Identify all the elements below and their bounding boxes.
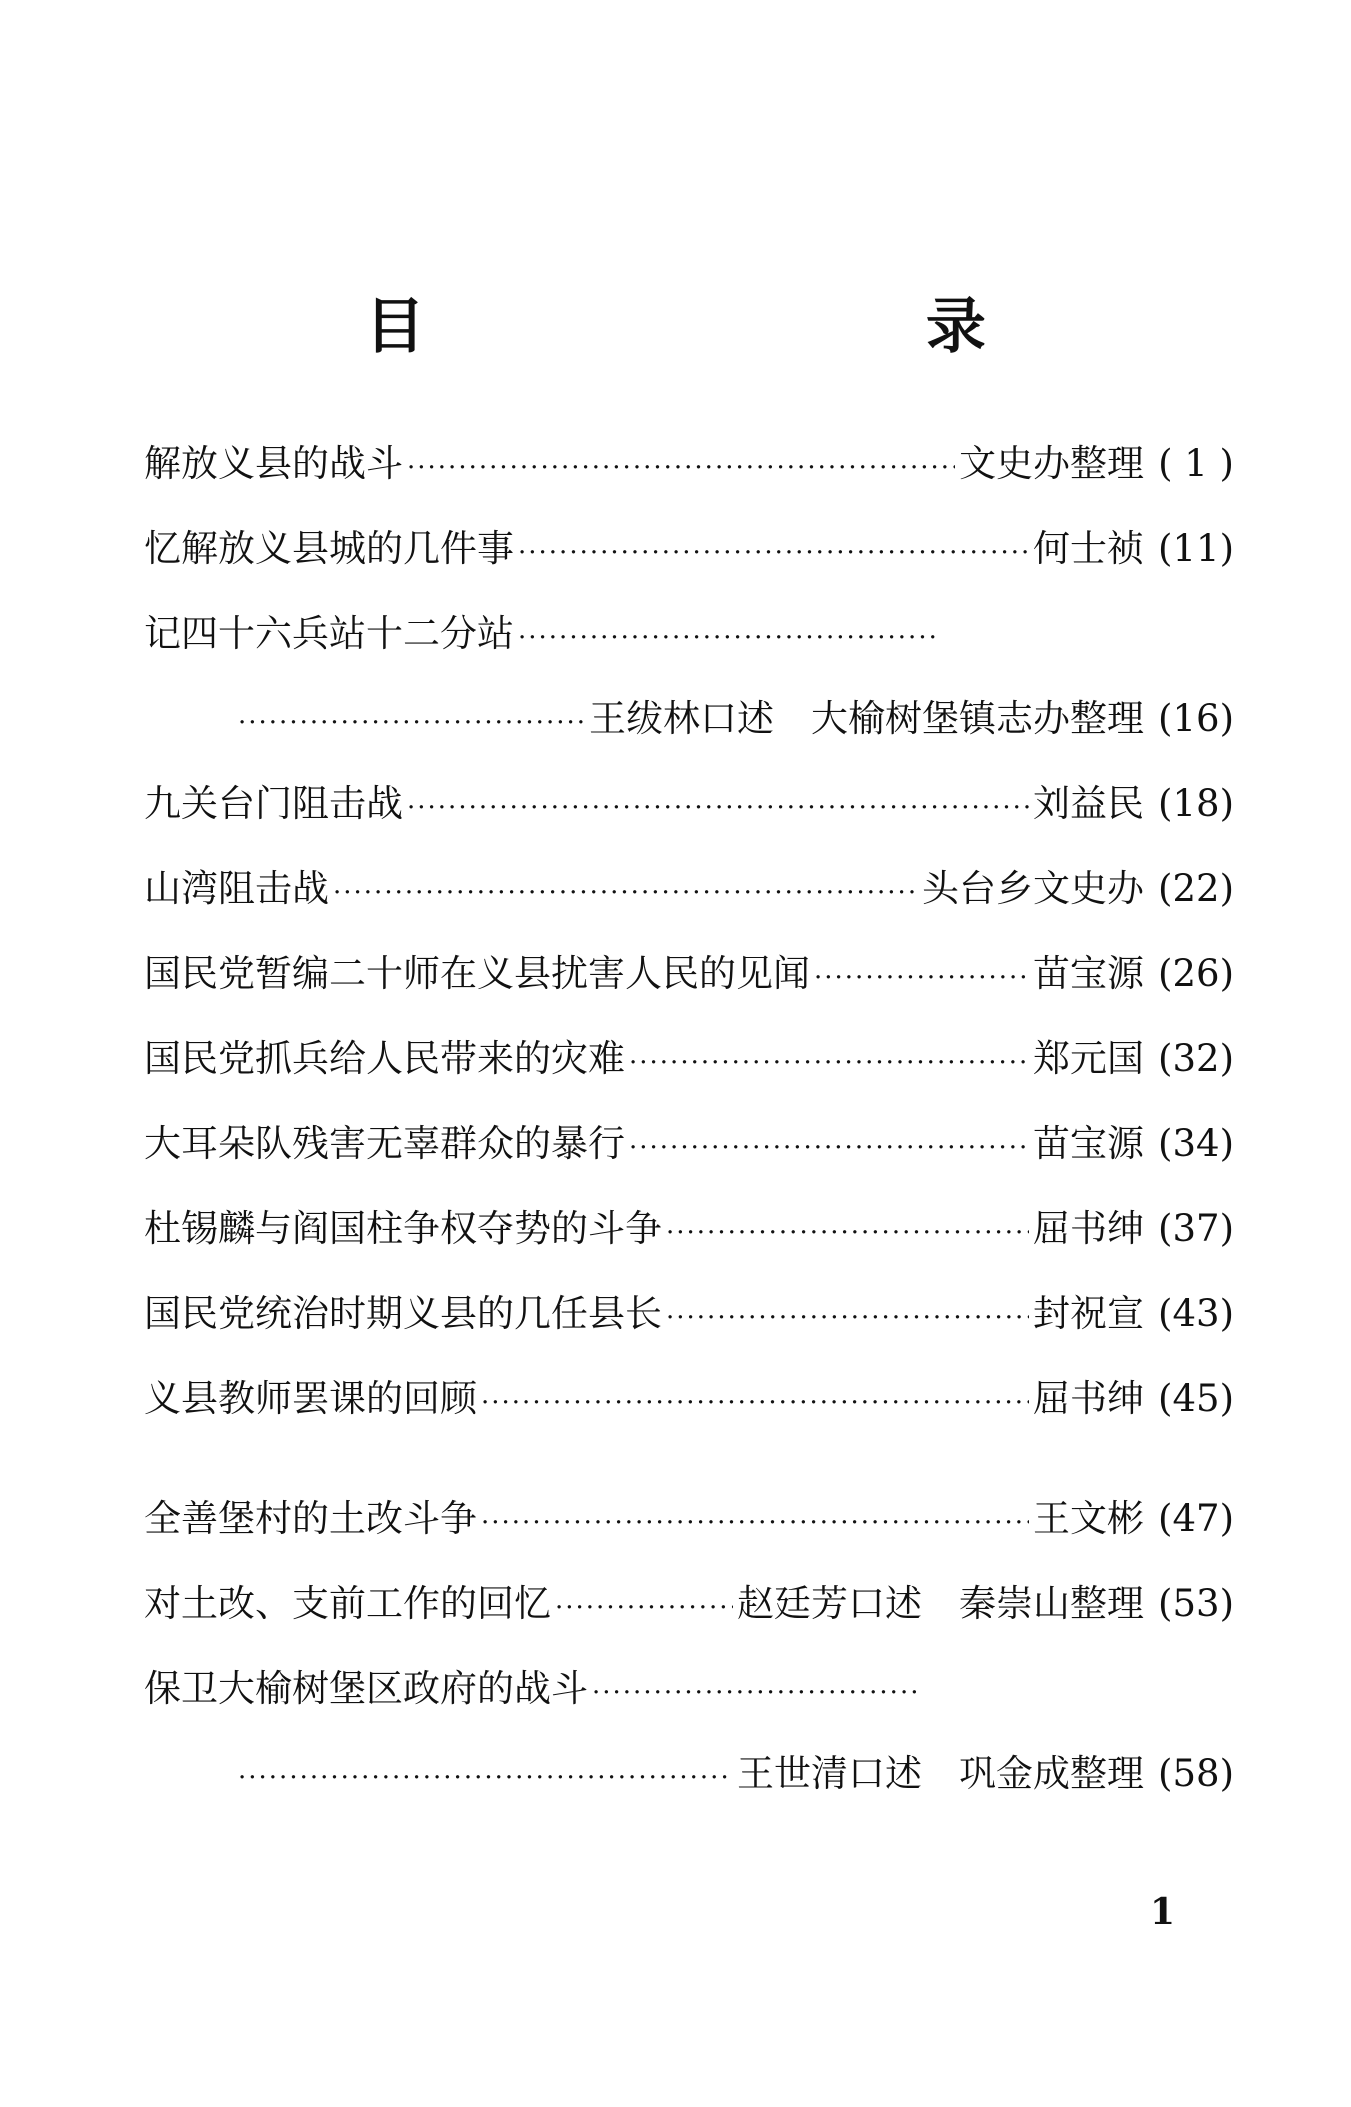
entry-author: 赵廷芳口述 秦崇山整理 [737,1582,1145,1625]
toc-entry-heading[interactable] [144,1665,1234,1713]
toc-entry[interactable] [144,1120,1234,1168]
dot-leader [407,784,1029,832]
toc-entry[interactable] [144,525,1234,573]
toc-entry[interactable] [144,1290,1234,1338]
dot-leader [333,869,918,917]
entry-title: 山湾阻击战 [144,867,329,910]
entry-title: 大耳朵队残害无辜群众的暴行 [144,1122,625,1165]
dot-leader [518,614,938,662]
entry-title: 忆解放义县城的几件事 [144,527,514,570]
entry-title: 全善堡村的土改斗争 [144,1497,477,1540]
entry-page: (47) [1158,1497,1234,1540]
entry-title: 国民党抓兵给人民带来的灾难 [144,1037,625,1080]
toc-entry[interactable] [144,865,1234,913]
entry-page: (32) [1158,1037,1234,1080]
entry-author: 王绂林口述 大榆树堡镇志办整理 [589,697,1145,740]
dot-leader [666,1294,1029,1342]
entry-page: (43) [1158,1292,1234,1335]
entry-page: (53) [1158,1582,1234,1625]
entry-page: ( 1 ) [1158,442,1234,485]
entry-title: 解放义县的战斗 [144,442,403,485]
entry-page: (18) [1158,782,1234,825]
toc-entry[interactable] [144,440,1234,488]
entry-author: 屈书绅 [1033,1207,1145,1250]
dot-leader [518,529,1029,577]
toc-entry[interactable] [144,950,1234,998]
entry-author: 苗宝源 [1033,952,1145,995]
toc-entry[interactable] [144,1580,1234,1628]
entry-page: (26) [1158,952,1234,995]
entry-title: 国民党统治时期义县的几任县长 [144,1292,662,1335]
entry-author: 屈书绅 [1033,1377,1145,1420]
toc-entry[interactable] [144,780,1234,828]
entry-title: 国民党暂编二十师在义县扰害人民的见闻 [144,952,810,995]
dot-leader [555,1584,733,1632]
toc-entry[interactable] [144,1495,1234,1543]
entry-author: 王文彬 [1033,1497,1145,1540]
entry-page: (22) [1158,867,1234,910]
toc-entry[interactable] [144,1035,1234,1083]
entry-author: 头台乡文史办 [922,867,1145,910]
entry-title: 记四十六兵站十二分站 [144,612,514,655]
dot-leader [238,1754,733,1802]
toc-entry-continuation[interactable] [144,695,1234,743]
entry-author: 刘益民 [1033,782,1145,825]
dot-leader [666,1209,1029,1257]
toc-list [144,440,1234,1798]
entry-page: (45) [1158,1377,1234,1420]
dot-leader [629,1039,1029,1087]
dot-leader [481,1379,1029,1427]
entry-page: (11) [1158,527,1234,570]
dot-leader [592,1669,922,1717]
page-number: 1 [1150,1891,1176,1933]
toc-entry-continuation[interactable] [144,1750,1234,1798]
dot-leader [481,1499,1029,1547]
dot-leader [407,444,955,492]
entry-title: 杜锡麟与阎国柱争权夺势的斗争 [144,1207,662,1250]
entry-author: 文史办整理 [959,442,1145,485]
toc-entry[interactable] [144,1375,1234,1423]
entry-author: 何士祯 [1033,527,1145,570]
entry-page: (58) [1158,1752,1234,1795]
entry-title: 义县教师罢课的回顾 [144,1377,477,1420]
toc-entry-heading[interactable] [144,610,1234,658]
dot-leader [814,954,1029,1002]
entry-page: (37) [1158,1207,1234,1250]
entry-author: 苗宝源 [1033,1122,1145,1165]
entry-author: 封祝宣 [1033,1292,1145,1335]
entry-title: 保卫大榆树堡区政府的战斗 [144,1667,588,1710]
dot-leader [629,1124,1029,1172]
entry-title: 九关台门阻击战 [144,782,403,825]
entry-author: 郑元国 [1033,1037,1145,1080]
entry-page: (34) [1158,1122,1234,1165]
entry-title: 对土改、支前工作的回忆 [144,1582,551,1625]
entry-author: 王世清口述 巩金成整理 [737,1752,1145,1795]
page-title: 目 录 [365,292,1226,362]
entry-page: (16) [1158,697,1234,740]
toc-entry[interactable] [144,1205,1234,1253]
dot-leader [238,699,585,747]
